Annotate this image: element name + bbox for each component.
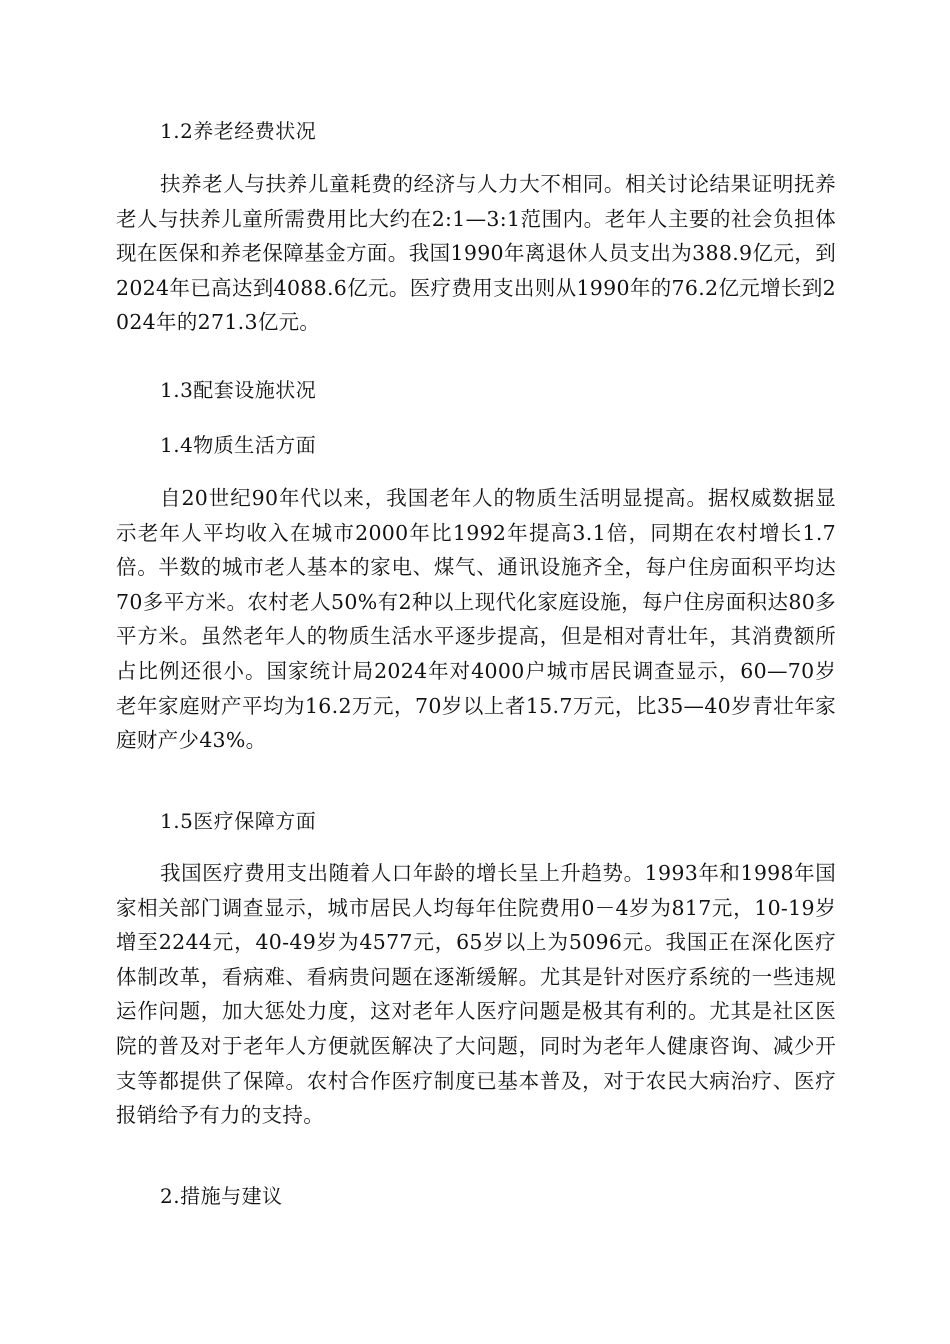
section-heading-1-2: 1.2养老经费状况 [160, 119, 317, 143]
section-heading-1-3: 1.3配套设施状况 [160, 378, 317, 402]
paragraph-material-life: 自20世纪90年代以来，我国老年人的物质生活明显提高。据权威数据显示老年人平均收入在城市2000年比1992年提高3.1倍，同期在农村增长1.7倍。半数的城市老人基本的家电、煤气、通讯设施齐全，每户住房面积平均达70多平方米。农村老人50%有2种以上现代化家庭设施，每户住房面积达80多平方米。虽然老年人的物质生活水平逐步提高，但是相对青壮年，其消费额所占比例还很小。国家统计局2024年对4000户城市居民调查显示，60—70岁老年家庭财产平均为16.2万元，70岁以上者15.7万元，比35—40岁青壮年家庭财产少43%。 [116, 486, 836, 753]
paragraph-medical-security: 我国医疗费用支出随着人口年龄的增长呈上升趋势。1993年和1998年国家相关部门调查显示，城市居民人均每年住院费用0－4岁为817元，10-19岁增至2244元，40-49岁为4577元，65岁以上为5096元。我国正在深化医疗体制改革，看病难、看病贵问题在逐渐缓解。尤其是针对医疗系统的一些违规运作问题，加大惩处力度，这对老年人医疗问题是极其有利的。尤其是社区医院的普及对于老年人方便就医解决了大问题，同时为老年人健康咨询、减少开支等都提供了保障。农村合作医疗制度已基本普及，对于农民大病治疗、医疗报销给予有力的支持。 [116, 861, 836, 1128]
section-heading-2: 2.措施与建议 [160, 1184, 283, 1208]
section-heading-1-4: 1.4物质生活方面 [160, 433, 317, 457]
paragraph-pension-funding: 扶养老人与扶养儿童耗费的经济与人力大不相同。相关讨论结果证明抚养老人与扶养儿童所需费用比大约在2:1—3:1范围内。老年人主要的社会负担体现在医保和养老保障基金方面。我国1990年离退休人员支出为388.9亿元，到2024年已高达到4088.6亿元。医疗费用支出则从1990年的76.2亿元增长到2024年的271.3亿元。 [116, 172, 836, 335]
section-heading-1-5: 1.5医疗保障方面 [160, 809, 317, 833]
